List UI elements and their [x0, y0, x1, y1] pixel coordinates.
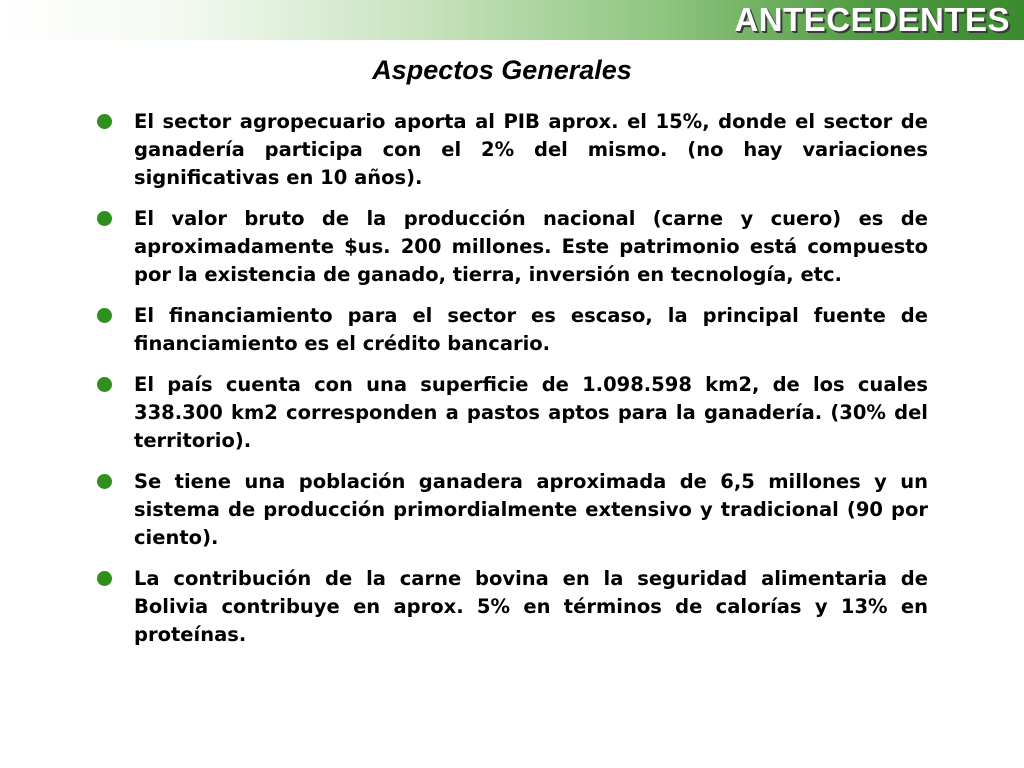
bullet-text: La contribución de la carne bovina en la seguridad alimentaria de Bolivia contribuye en aprox. 5% en términos de calorías y 13% en proteínas.: [134, 567, 928, 646]
bullet-text: El país cuenta con una superficie de 1.098.598 km2, de los cuales 338.300 km2 corresponden a pastos aptos para la ganadería. (30% del territorio).: [134, 373, 928, 452]
bullet-item: [96, 205, 928, 289]
bullet-item: [96, 468, 928, 552]
bullet-item: [96, 565, 928, 649]
bullet-item: [96, 302, 928, 358]
bullet-dot-icon: [97, 308, 112, 323]
bullet-dot-icon: [97, 571, 112, 586]
bullet-dot-icon: [97, 114, 112, 129]
bullet-item: [96, 371, 928, 455]
section-subtitle: Aspectos Generales: [372, 55, 632, 85]
bullet-item: [96, 108, 928, 192]
bullet-text: El valor bruto de la producción nacional (carne y cuero) es de aproximadamente $us. 200 millones. Este patrimonio está compuesto por la existencia de ganado, tierra, inversión en tecnología, etc.: [134, 207, 928, 286]
bullet-text: El financiamiento para el sector es escaso, la principal fuente de financiamiento es el crédito bancario.: [134, 304, 928, 355]
bullet-dot-icon: [97, 377, 112, 392]
header-band: [0, 0, 1024, 40]
bullet-list: [96, 108, 928, 662]
bullet-text: Se tiene una población ganadera aproximada de 6,5 millones y un sistema de producción primordialmente extensivo y tradicional (90 por ciento).: [134, 470, 928, 549]
bullet-dot-icon: [97, 474, 112, 489]
bullet-text: El sector agropecuario aporta al PIB aprox. el 15%, donde el sector de ganadería participa con el 2% del mismo. (no hay variaciones significativas en 10 años).: [134, 110, 928, 189]
bullet-dot-icon: [97, 211, 112, 226]
slide-title: ANTECEDENTES: [734, 1, 1010, 38]
